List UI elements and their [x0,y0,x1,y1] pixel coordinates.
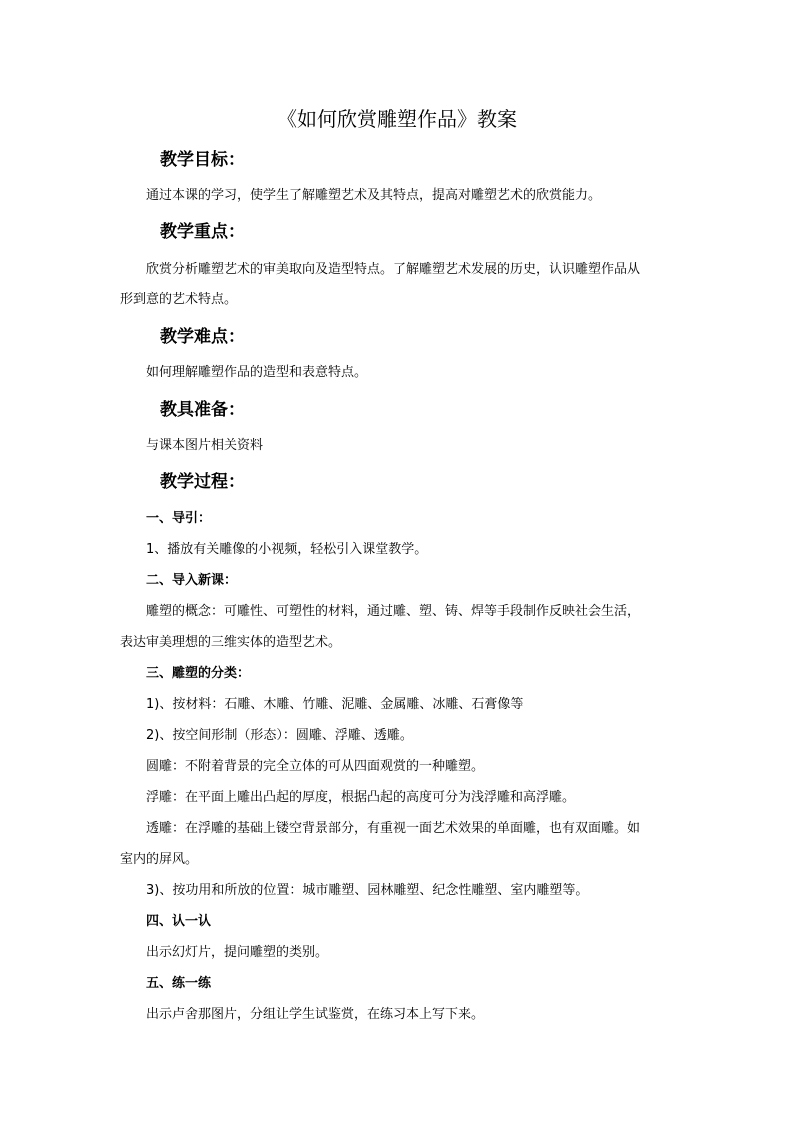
heading-materials: 教具准备： [160,400,245,420]
section-5-text: 出示卢舍那图片，分组让学生试鉴赏，在练习本上写下来。 [146,1007,485,1022]
materials-text: 与课本图片相关资料 [146,438,264,453]
heading-difficulties: 教学难点： [160,327,245,347]
section-4-text: 出示幻灯片，提问雕塑的类别。 [146,945,329,960]
section-3-item-1: 1)、按材料：石雕、木雕、竹雕、泥雕、金属雕、冰雕、石膏像等 [146,697,524,712]
section-3-definition-1: 圆雕：不附着背景的完全立体的可从四面观赏的一种雕塑。 [146,759,485,774]
key-points-line-2: 形到意的艺术特点。 [120,292,238,307]
key-points-line-1: 欣赏分析雕塑艺术的审美取向及造型特点。了解雕塑艺术发展的历史，认识雕塑作品从 [146,262,641,277]
section-3-title: 三、雕塑的分类： [146,666,251,681]
section-1-title: 一、导引： [146,511,212,526]
objectives-text: 通过本课的学习，使学生了解雕塑艺术及其特点，提高对雕塑艺术的欣赏能力。 [146,188,602,203]
section-4-title: 四、认一认 [146,914,212,929]
section-3-item-3: 3)、按功用和所放的位置：城市雕塑、园林雕塑、纪念性雕塑、室内雕塑等。 [146,883,589,898]
heading-key-points: 教学重点： [160,222,245,242]
section-3-definition-3-line-2: 室内的屏风。 [120,852,199,867]
document-title: 《如何欣赏雕塑作品》教案 [277,107,517,131]
section-2-line-2: 表达审美理想的三维实体的造型艺术。 [120,635,342,650]
section-1-item-1: 1、播放有关雕像的小视频，轻松引入课堂教学。 [146,542,428,557]
section-2-title: 二、导入新课： [146,573,238,588]
section-3-item-2: 2)、按空间形制（形态）：圆雕、浮雕、透雕。 [146,728,413,743]
heading-process: 教学过程： [160,472,245,492]
difficulties-text: 如何理解雕塑作品的造型和表意特点。 [146,365,368,380]
section-5-title: 五、练一练 [146,976,212,991]
heading-objectives: 教学目标： [160,150,245,170]
section-3-definition-3-line-1: 透雕：在浮雕的基础上镂空背景部分，有重视一面艺术效果的单面雕，也有双面雕。如 [146,821,641,836]
section-2-line-1: 雕塑的概念：可雕性、可塑性的材料，通过雕、塑、铸、焊等手段制作反映社会生活， [146,604,641,619]
section-3-definition-2: 浮雕：在平面上雕出凸起的厚度，根据凸起的高度可分为浅浮雕和高浮雕。 [146,790,576,805]
